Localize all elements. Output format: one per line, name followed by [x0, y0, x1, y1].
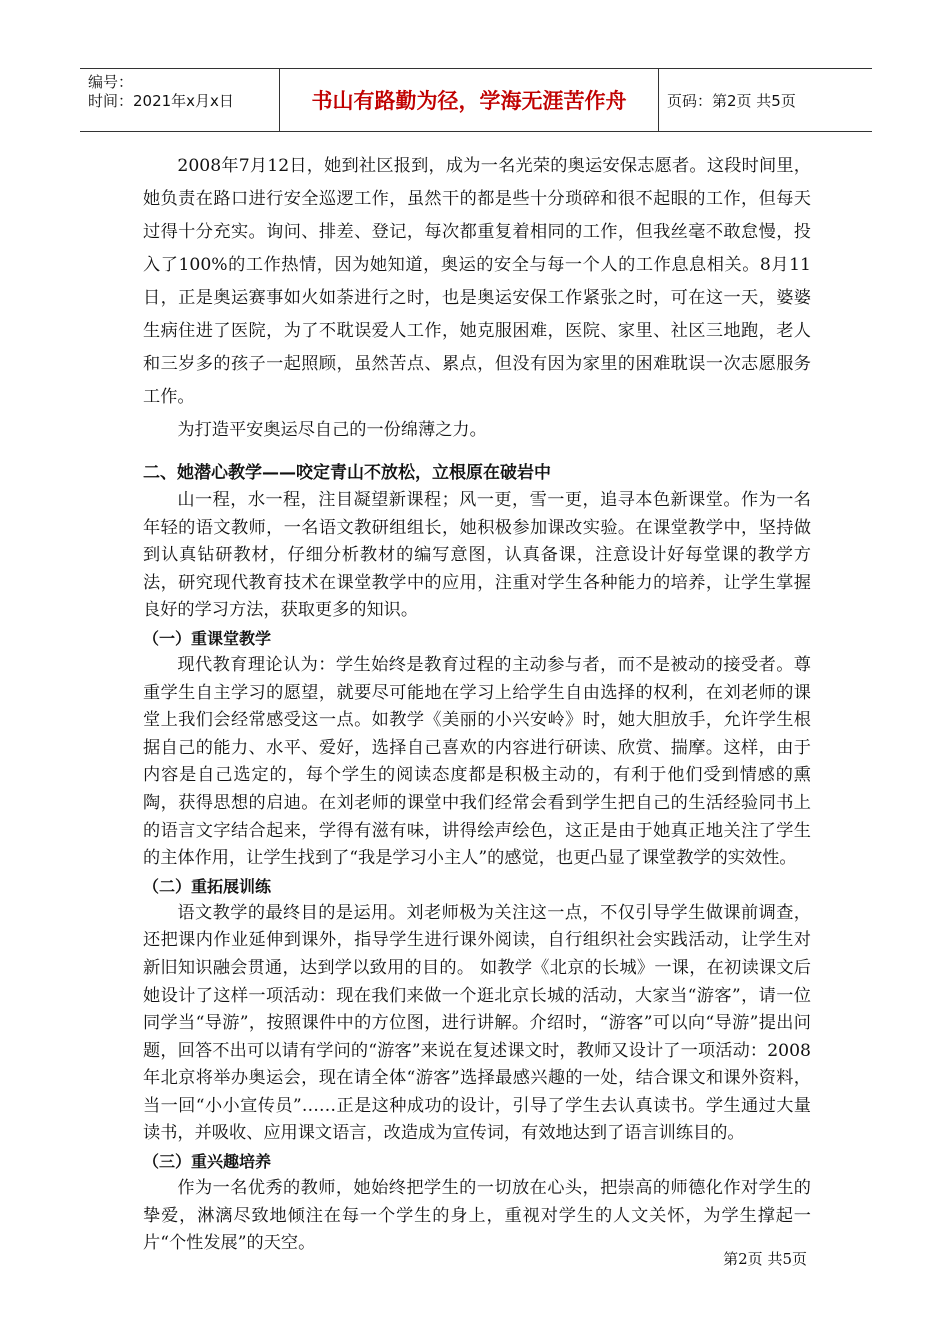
- subsection-1-heading: （一）重课堂教学: [143, 628, 272, 648]
- paragraph-4: 现代教育理论认为：学生始终是教育过程的主动参与者，而不是被动的接受者。尊重学生自主学习的愿望，就要尽可能地在学习上给学生自由选择的权利，在刘老师的课堂上我们会经常感受这一点。如教学《美丽的小兴安岭》时，她大胆放手，允许学生根据自己的能力、水平、爱好，选择自己喜欢的内容进行研读、欣赏、揣摩。这样，由于内容是自己选定的，每个学生的阅读态度都是积极主动的，有利于他们受到情感的熏陶，获得思想的启迪。在刘老师的课堂中我们经常会看到学生把自己的生活经验同书上的语言文字结合起来，学得有滋有味，讲得绘声绘色，这正是由于她真正地关注了学生的主体作用，让学生找到了“我是学习小主人”的感觉，也更凸显了课堂教学的实效性。: [143, 654, 811, 869]
- paragraph-5: 语文教学的最终目的是运用。刘老师极为关注这一点，不仅引导学生做课前调查，还把课内作业延伸到课外，指导学生进行课外阅读，自行组织社会实践活动，让学生对新旧知识融会贯通，达到学以致用的目的。 如教学《北京的长城》一课，在初读课文后她设计了这样一项活动：现在我们来做一个逛北京长城的活动，大家当“游客”，请一位同学当“导游”，按照课件中的方位图，进行讲解。介绍时，“游客”可以向“导游”提出问题，回答不出可以请有学问的“游客”来说在复述课文时，教师又设计了一项活动：2008年北京将举办奥运会，现在请全体“游客”选择最感兴趣的一处，结合课文和课外资料，当一回“小小宣传员”……正是这种成功的设计，引导了学生去认真读书。学生通过大量读书，并吸收、应用课文语言，改造成为宣传词，有效地达到了语言训练目的。: [143, 902, 811, 1144]
- document-body: [143, 150, 811, 1258]
- header-table: [80, 68, 872, 132]
- header-page-code: 页码：第2页 共5页: [667, 91, 796, 110]
- subsection-3-heading: （三）重兴趣培养: [143, 1152, 272, 1172]
- section-2-heading: 二、她潜心教学——咬定青山不放松，立根原在破岩中: [143, 463, 551, 483]
- paragraph-1: 2008年7月12日，她到社区报到，成为一名光荣的奥运安保志愿者。这段时间里，她负责在路口进行安全巡逻工作，虽然干的都是些十分琐碎和很不起眼的工作，但每天过得十分充实。询问、排差、登记，每次都重复着相同的工作，但我丝毫不敢怠慢，投入了100%的工作热情，因为她知道，奥运的安全与每一个人的工作息息相关。8月11日，正是奥运赛事如火如荼进行之时，也是奥运安保工作紧张之时，可在这一天，婆婆生病住进了医院，为了不耽误爱人工作，她克服困难，医院、家里、社区三地跑，老人和三岁多的孩子一起照顾，虽然苦点、累点，但没有因为家里的困难耽误一次志愿服务工作。: [143, 156, 811, 407]
- page-footer: 第2页 共5页: [723, 1250, 807, 1268]
- paragraph-3: 山一程，水一程，注目凝望新课程；风一更，雪一更，追寻本色新课堂。作为一名年轻的语文教师，一名语文教研组组长，她积极参加课改实验。在课堂教学中，坚持做到认真钻研教材，仔细分析教材的编写意图，认真备课，注意设计好每堂课的教学方法，研究现代教育技术在课堂教学中的应用，注重对学生各种能力的培养，让学生掌握良好的学习方法，获取更多的知识。: [143, 490, 811, 621]
- paragraph-2: 为打造平安奥运尽自己的一份绵薄之力。: [177, 420, 487, 440]
- paragraph-6: 作为一名优秀的教师，她始终把学生的一切放在心头，把崇高的师德化作对学生的挚爱，淋漓尽致地倾注在每一个学生的身上，重视对学生的人文关怀，为学生撑起一片“个性发展”的天空。: [143, 1178, 811, 1254]
- header-meta: [80, 69, 280, 131]
- number-label: 编号：: [88, 73, 134, 91]
- time-label: 时间：2021年x月x日: [88, 92, 234, 110]
- header-motto: 书山有路勤为径，学海无涯苦作舟: [280, 69, 659, 131]
- subsection-2-heading: （二）重拓展训练: [143, 876, 272, 896]
